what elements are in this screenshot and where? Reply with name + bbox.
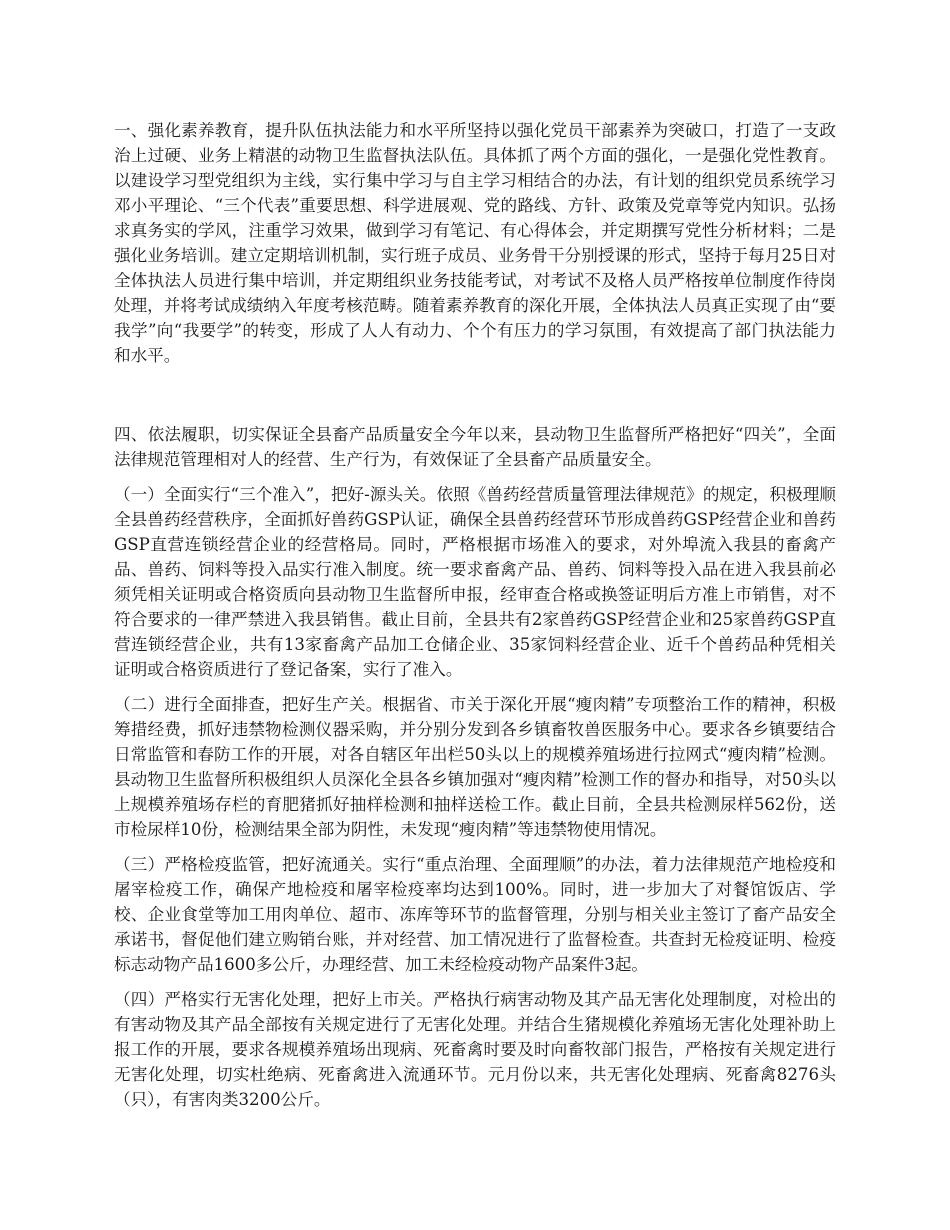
paragraph-production-check: （二）进行全面排查，把好生产关。根据省、市关于深化开展“瘦肉精”专项整治工作的精神，积极筹措经费，抓好违禁物检测仪器采购，并分别分发到各乡镇畜牧兽医服务中心。要求各乡镇要结合日常监管和春防工作的开展，对各自辖区年出栏50头以上的规模养殖场进行拉网式“瘦肉精”检测。县动物卫生监督所积极组织人员深化全县各乡镇加强对“瘦肉精”检测工作的督办和指导，对50头以上规模养殖场存栏的育肥猪抓好抽样检测和抽样送检工作。截止目前，全县共检测尿样562份，送市检尿样10份，检测结果全部为阴性，未发现“瘦肉精”等违禁物使用情况。	[114, 695, 836, 839]
paragraph-harmless-disposal: （四）严格实行无害化处理，把好上市关。严格执行病害动物及其产品无害化处理制度，对检出的有害动物及其产品全部按有关规定进行了无害化处理。并结合生猪规模化养殖场无害化处理补助上报工作的开展，要求各规模养殖场出现病、死畜禽时要及时向畜牧部门报告，严格按有关规定进行无害化处理，切实杜绝病、死畜禽进入流通环节。元月份以来，共无害化处理病、死畜禽8276头（只），有害肉类3200公斤。	[114, 990, 836, 1109]
document-body	[114, 118, 836, 1112]
paragraph-quarantine: （三）严格检疫监管，把好流通关。实行“重点治理、全面理顺”的办法，着力法律规范产地检疫和屠宰检疫工作，确保产地检疫和屠宰检疫率均达到100%。同时，进一步加大了对餐馆饭店、学校、企业食堂等加工用肉单位、超市、冻库等环节的监督管理，分别与相关业主签订了畜产品安全承诺书，督促他们建立购销台账，并对经营、加工情况进行了监督检查。共查封无检疫证明、检疫标志动物产品1600多公斤，办理经营、加工未经检疫动物产品案件3起。	[114, 855, 836, 974]
paragraph-market-access: （一）全面实行“三个准入”，把好-源头关。依照《兽药经营质量管理法律规范》的规定，积极理顺全县兽药经营秩序，全面抓好兽药GSP认证，确保全县兽药经营环节形成兽药GSP经营企业和兽药GSP直营连锁经营企业的经营格局。同时，严格根据市场准入的要求，对外埠流入我县的畜禽产品、兽药、饲料等投入品实行准入制度。统一要求畜禽产品、兽药、饲料等投入品在进入我县前必须凭相关证明或合格资质向县动物卫生监督所申报，经审查合格或换签证明后方准上市销售，对不符合要求的一律严禁进入我县销售。截止目前，全县共有2家兽药GSP经营企业和25家兽药GSP直营连锁经营企业，共有13家畜禽产品加工仓储企业、35家饲料经营企业、近千个兽药品种凭相关证明或合格资质进行了登记备案，实行了准入。	[114, 485, 836, 679]
paragraph-education: 一、强化素养教育，提升队伍执法能力和水平所坚持以强化党员干部素养为突破口，打造了一支政治上过硬、业务上精湛的动物卫生监督执法队伍。具体抓了两个方面的强化，一是强化党性教育。以建设学习型党组织为主线，实行集中学习与自主学习相结合的办法，有计划的组织党员系统学习邓小平理论、“三个代表”重要思想、科学进展观、党的路线、方针、政策及党章等党内知识。弘扬求真务实的学风，注重学习效果，做到学习有笔记、有心得体会，并定期撰写党性分析材料；二是强化业务培训。建立定期培训机制，实行班子成员、业务骨干分别授课的形式，坚持于每月25日对全体执法人员进行集中培训，并定期组织业务技能考试，对考试不及格人员严格按单位制度作待岗处理，并将考试成绩纳入年度考核范畴。随着素养教育的深化开展，全体执法人员真正实现了由“要我学”向“我要学”的转变，形成了人人有动力、个个有压力的学习氛围，有效提高了部门执法能力和水平。	[114, 121, 837, 365]
paragraph-law-enforcement: 四、依法履职，切实保证全县畜产品质量安全今年以来，县动物卫生监督所严格把好“四关”，全面法律规范管理相对人的经营、生产行为，有效保证了全县畜产品质量安全。	[114, 425, 836, 469]
